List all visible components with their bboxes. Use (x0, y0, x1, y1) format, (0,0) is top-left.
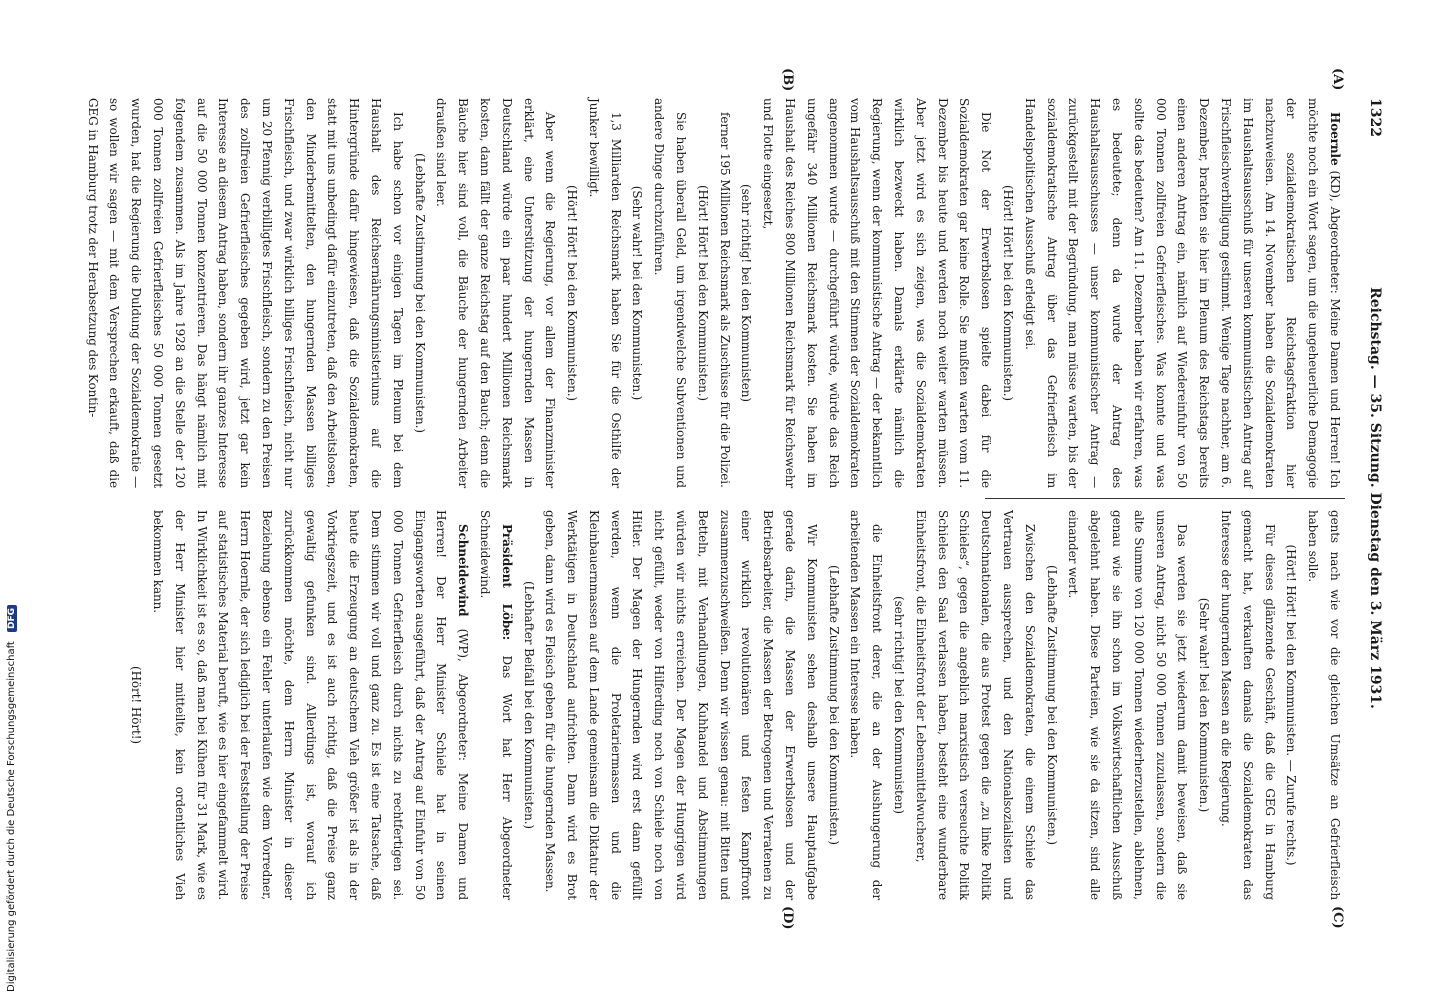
interjection-text: (Hört! Hört! bei den Kommunisten.) (1001, 184, 1016, 402)
speech-paragraph (473, 510, 517, 900)
interjection-text: (Hört! Hört! bei den Kommunisten. — Zurufe rechts.) (1284, 544, 1299, 866)
speech-paragraph (1018, 98, 1345, 488)
right-column (124, 510, 1345, 900)
interjection (887, 510, 909, 900)
speech-paragraph (756, 98, 996, 488)
left-column (81, 98, 1345, 488)
page-number: 1322 (1367, 98, 1383, 137)
interjection (691, 98, 713, 488)
interjection-text: (Lebhafter Beifall bei den Kommunisten.) (521, 580, 536, 830)
interjection-text: (Lebhafte Zustimmung bei den Kommunisten.) (1044, 565, 1059, 845)
paragraph-text: Meine Damen und Herren! Ich möchte noch ein Wort sagen, um die ungeheuerliche Demagogie der sozialdemokratischen Reichstagsfraktion hier nachzuweisen. Am 14. November haben die Sozialdemokraten im Haushaltsausschuß für unseren kommunistischen Antrag auf Frischfleischverbilligung gestimmt. Wenige Tage nachher, am 6. Dezember, brachten sie hier im Plenum des Reichstags bereits einen anderen Antrag ein, nämlich auf Wiedereinfuhr von 50 000 Tonnen zollfreien Gefrierfleisches. Was konnte und was sollte das bedeuten? Am 11. Dezember haben wir erfahren, was es bedeutete; denn da wurde der Antrag des Haushaltsausschusses — unser kommunistischer Antrag — zurückgestellt mit der Begründung, man müsse warten, bis der sozialdemokratische Antrag über das Gefrierfleisch im Handelspolitischen Ausschuß erledigt sei. (1022, 98, 1342, 488)
margin-mark-a: (A) (1330, 68, 1345, 91)
paragraph-text: Sie haben überall Geld, um irgendwelche Subventionen und andere Dinge durchzuführen. (652, 98, 689, 488)
interjection (626, 98, 648, 488)
credit-text: Digitalisierung gefördert durch die Deutsche Forschungsgemeinschaft (6, 641, 17, 992)
paragraph-text: Aber wenn die Regierung, vor allem der Finanzminister erklärt, eine Unterstützung der hungernden Massen in Deutschland würde ein paar hundert Millionen Reichsmark kosten, dann fällt der ganze Reichstag auf den Bauch; denn die Bäuche hier sind voll, die Bäuche der hungernden Arbeiter draußen sind leer. (434, 98, 558, 488)
margin-mark-c: (C) (1330, 906, 1345, 929)
paragraph-text: ferner 195 Millionen Reichsmark als Zuschüsse für die Polizei. (717, 112, 732, 488)
interjection-text: (Sehr wahr! bei den Kommunisten.) (630, 185, 645, 401)
interjection (124, 510, 146, 900)
paragraph-text: gents nach wie vor die gleichen Umsätze an Gefrierfleisch haben solle. (1306, 510, 1342, 900)
interjection (996, 98, 1018, 488)
paragraph-text: die Einheitsfront derer, die an der Aushungerung der arbeitenden Massen ein Interesse haben. (848, 510, 885, 900)
speaker-role: (KD), Abgeordneter: (1328, 170, 1342, 294)
interjection-text: (Sehr wahr! bei den Kommunisten.) (1197, 597, 1212, 813)
speech-paragraph (1301, 510, 1345, 900)
speaker-name: Präsident Löbe: (499, 524, 514, 641)
speech-paragraph (1214, 510, 1279, 900)
interjection-text: (sehr richtig! bei den Kommunisten) (739, 184, 754, 402)
paragraph-text: Für dieses glänzende Geschäft, daß die GEG in Hamburg gemacht hat, verkauften damals die Sozialdemokraten das Interesse der hungernden Massen an die Regierung. (1219, 510, 1277, 900)
paragraph-text: 1,3 Milliarden Reichsmark haben Sie für die Osthilfe der Junker bewilligt. (586, 98, 623, 488)
speaker-role: (WP), Abgeordneter: (456, 628, 471, 761)
paragraph-text: Ich habe schon vor einigen Tagen im Plenum bei dem Haushalt des Reichsernährungsministeriums auf die Hintergründe dafür hingewiesen, daß die Sozialdemokraten, statt mit uns unbedingt dafür einzutreten, daß den Arbeitslosen, den Minderbemittelten, den hungernden Massen billiges Frischfleisch, und zwar wirklich billiges Frischfleisch, nicht nur um 20 Pfennig verbilligtes Frischfleisch, sondern zu den Preisen des zollfreien Gefrierfleisches gegeben wird, jetzt gar kein Interesse an diesem Antrag haben, sondern ihr ganzes Interesse auf die 50 000 Tonnen konzentrieren. Das hängt nämlich mit folgendem zusammen. Als im Jahre 1928 an die Stelle der 120 000 Tonnen zollfreien Gefrierfleisches 50 000 Tonnen gesetzt wurden, hat die Regierung die Duldung der Sozialdemokratie — so wollen wir sagen — mit dem Versprechen erkauft, daß die GEG in Hamburg trotz der Herabsetzung des Kontin- (85, 98, 405, 488)
speech-paragraph (81, 98, 408, 488)
paragraph-text: Meine Damen und Herren! Der Herr Minister Schiele hat in seinen Eingangsworten ausgeführt, daß der Antrag auf Einfuhr von 50 000 Tonnen Gefrierfleisch durch nichts zu rechtfertigen sei. Dem stimmen wir voll und ganz zu. Es ist eine Tatsache, daß heute die Erzeugung an deutschem Vieh größer ist als in der Vorkriegszeit, und es ist auch richtig, daß die Preise ganz gewaltig gefunken sind. Allerdings ist, worauf ich zurückkommen möchte, dem Herrn Minister in dieser Beziehung ebenso ein Fehler unterlaufen wie dem Vorredner, Herrn Hoernle, der sich lediglich bei der Feststellung der Preise auf statistisches Material beruft, wie es hier eingefammelt wird. In Wirklichkeit ist es so, daß man bei Kühen für 31 Mark, wie es der Herr Minister hier mitteilte, kein ordentliches Vieh bekommen kann. (150, 510, 471, 901)
paragraph-text: Wir Kommunisten sehen deshalb unsere Hauptaufgabe gerade darin, die Massen der Erwerbslosen und der Betriebsarbeiter, die Massen der Betrogenen und Verratenen zu einer wirklich revolutionären und festen Kampffront zusammenzuschweißen. Denn wir wissen genau: mit Bitten und Betteln, mit Verhandlungen, Kuhhandel und Abstimmungen würden wir nichts erreichen. Der Magen der Hungrigen wird nicht gefüllt, weder von Hilferding noch von Schiele noch von Hitler. Der Magen der Hungernden wird erst dann gefüllt werden, wenn die Proletariermassen und die Kleinbauernmassen auf dem Lande gemeinsam die Diktatur der Werktätigen in Deutschland aufrichten. Dann wird es Brot geben, dann wird es Fleisch geben für die hungernden Massen. (543, 510, 819, 900)
interjection (735, 98, 757, 488)
speech-paragraph (844, 510, 888, 900)
interjection (1280, 510, 1302, 900)
interjection (822, 510, 844, 900)
interjection-text: (Hört! Hört!) (129, 665, 144, 745)
interjection-text: (Hört! Hört! bei den Kommunisten.) (565, 184, 580, 402)
paragraph-text: Das Wort hat Herr Abgeordneter Schneidewind. (477, 510, 514, 900)
speech-paragraph (648, 98, 692, 488)
dfg-logo: DFG (7, 605, 17, 632)
digitization-credit (6, 605, 17, 992)
interjection-text: (Hört! Hört! bei den Kommunisten.) (695, 184, 710, 402)
interjection-text: (Lebhafte Zustimmung bei den Kommunisten.) (826, 565, 841, 845)
interjection (408, 98, 430, 488)
rotated-page-content (55, 68, 1385, 930)
speech-paragraph (146, 510, 473, 900)
margin-mark-b: (B) (780, 68, 795, 92)
speech-paragraph (582, 98, 626, 488)
paragraph-text: Zwischen den Sozialdemokraten, die einem Schiele das Vertrauen aussprechen, und den Nationalsozialisten und Deutschnationalen, die aus Protest gegen die „zu linke Politik Schieles“, gegen die angeblich marxistisch verseuchte Politik Schieles den Saal verlassen haben, besteht eine wunderbare Einheitsfront, die Einheitsfront der Lebensmittelwucherer, (913, 510, 1037, 900)
speech-paragraph (713, 98, 735, 488)
paragraph-text: Die Not der Erwerbslosen spielte dabei für die Sozialdemokraten gar keine Rolle. Sie mußten warten vom 11. Dezember bis heute und werden noch weiter warten müssen. Aber jetzt wird es sich zeigen, was die Sozialdemokraten wirklich bezweckt haben. Damals erklärte nämlich die Regierung, wenn der kommunistische Antrag — der bekanntlich vom Haushaltsausschuß mit den Stimmen der Sozialdemokraten angenommen wurde — durchgeführt würde, würde das Reich ungefähr 340 Millionen Reichsmark kosten. Sie haben im Haushalt des Reiches 800 Millionen Reichsmark für Reichswehr und Flotte eingesetzt, (761, 98, 994, 488)
speech-paragraph (909, 510, 1040, 900)
interjection (560, 98, 582, 488)
interjection-text: (Lebhafte Zustimmung bei den Kommunisten.) (412, 153, 427, 433)
margin-mark-d: (D) (780, 906, 795, 930)
paragraph-text: Das werden sie jetzt wiederum damit beweisen, daß sie unseren Antrag, nicht 50 000 Tonnen zuzulassen, sondern die alte Summe von 120 000 Tonnen wiederherzustellen, ablehnen, genau wie sie ihn schon im Volkswirtschaftlichen Ausschuß abgelehnt haben. Diese Parteien, wie sie da sitzen, sind alle einander wert. (1066, 510, 1190, 900)
interjection (517, 510, 539, 900)
speech-paragraph (430, 98, 561, 488)
speech-paragraph (1062, 510, 1193, 900)
speaker-name: Schneidewind (456, 524, 471, 617)
interjection-text: (sehr richtig! bei den Kommunisten) (892, 596, 907, 814)
page-header (1359, 98, 1385, 898)
interjection (1040, 510, 1062, 900)
column-divider (985, 498, 1345, 499)
speaker-name: Hoernle (1328, 112, 1342, 166)
page-title: Reichstag. — 35. Sitzung. Dienstag den 3. März 1931. (1367, 287, 1383, 709)
speech-paragraph (539, 510, 822, 900)
interjection (1192, 510, 1214, 900)
